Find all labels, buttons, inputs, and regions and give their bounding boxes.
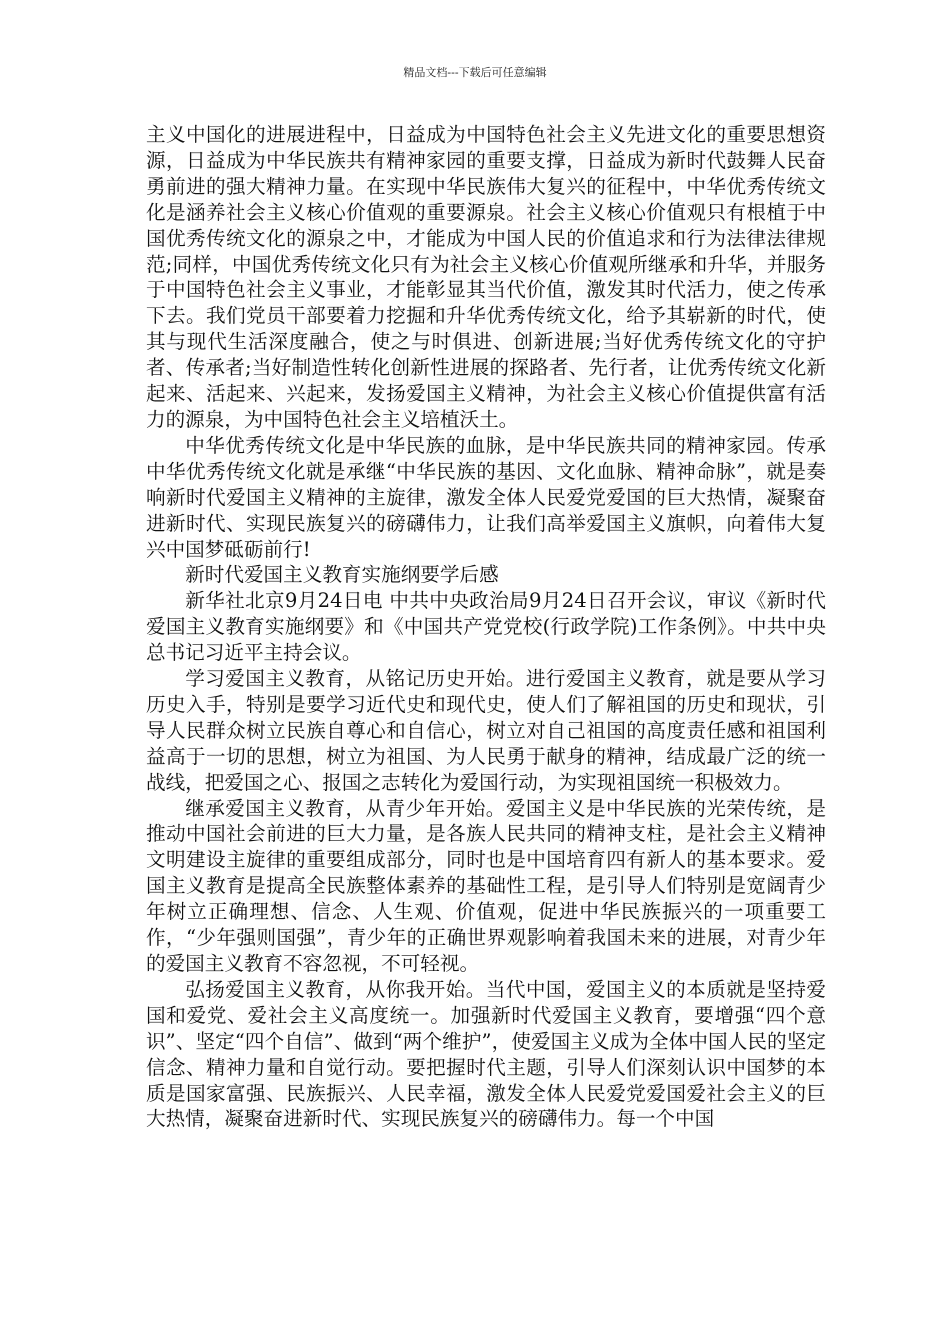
paragraph-news-report: 新华社北京9月24日电 中共中央政治局9月24日召开会议，审议《新时代爱国主义教育实施纲要》和《中国共产党党校(行政学院)工作条例》。中共中央总书记习近平主持会议。 — [146, 589, 826, 665]
paragraph-cultural-bloodline: 中华优秀传统文化是中华民族的血脉，是中华民族共同的精神家园。传承中华优秀传统文化就是承继“中华民族的基因、文化血脉、精神命脉”，就是奏响新时代爱国主义精神的主旋律，激发全体人民爱党爱国的巨大热情，凝聚奋进新时代、实现民族复兴的磅礴伟力，让我们高举爱国主义旗帜，向着伟大复兴中国梦砥砺前行! — [146, 433, 826, 561]
document-body — [146, 122, 826, 1132]
paragraph-youth: 继承爱国主义教育，从青少年开始。爱国主义是中华民族的光荣传统，是推动中国社会前进的巨大力量，是各族人民共同的精神支柱，是社会主义精神文明建设主旋律的重要组成部分，同时也是中国培育四有新人的基本要求。爱国主义教育是提高全民族整体素养的基础性工程，是引导人们特别是宽阔青少年树立正确理想、信念、人生观、价值观，促进中华民族振兴的一项重要工作，“少年强则国强”，青少年的正确世界观影响着我国未来的进展，对青少年的爱国主义教育不容忽视，不可轻视。 — [146, 796, 826, 975]
paragraph-learn-history: 学习爱国主义教育，从铭记历史开始。进行爱国主义教育，就是要从学习历史入手，特别是要学习近代史和现代史，使人们了解祖国的历史和现状，引导人民群众树立民族自尊心和自信心，树立对自己祖国的高度责任感和祖国利益高于一切的思想，树立为祖国、为人民勇于献身的精神，结成最广泛的统一战线，把爱国之心、报国之志转化为爱国行动，为实现祖国统一积极效力。 — [146, 667, 826, 794]
section-title: 新时代爱国主义教育实施纲要学后感 — [185, 563, 499, 587]
paragraph-continued-intro: 主义中国化的进展进程中，日益成为中国特色社会主义先进文化的重要思想资源，日益成为中华民族共有精神家园的重要支撑，日益成为新时代鼓舞人民奋勇前进的强大精神力量。在实现中华民族伟大复兴的征程中，中华优秀传统文化是涵养社会主义核心价值观的重要源泉。社会主义核心价值观只有根植于中国优秀传统文化的源泉之中，才能成为中国人民的价值追求和行为法律法律规范;同样，中国优秀传统文化只有为社会主义核心价值观所继承和升华，并服务于中国特色社会主义事业，才能彰显其当代价值，激发其时代活力，使之传承下去。我们党员干部要着力挖掘和升华优秀传统文化，给予其崭新的时代，使其与现代生活深度融合，使之与时俱进、创新进展;当好优秀传统文化的守护者、传承者;当好制造性转化创新性进展的探路者、先行者，让优秀传统文化新起来、活起来、兴起来，发扬爱国主义精神，为社会主义核心价值提供富有活力的源泉，为中国特色社会主义培植沃土。 — [146, 123, 826, 431]
paragraph-everyone: 弘扬爱国主义教育，从你我开始。当代中国，爱国主义的本质就是坚持爱国和爱党、爱社会主义高度统一。加强新时代爱国主义教育，要增强“四个意识”、坚定“四个自信”、做到“两个维护”，使爱国主义成为全体中国人民的坚定信念、精神力量和自觉行动。要把握时代主题，引导人们深刻认识中国梦的本质是国家富强、民族振兴、人民幸福，激发全体人民爱党爱国爱社会主义的巨大热情，凝聚奋进新时代、实现民族复兴的磅礴伟力。每一个中国 — [146, 977, 826, 1131]
page-header: 精品文档---下载后可任意编辑 — [403, 66, 547, 79]
